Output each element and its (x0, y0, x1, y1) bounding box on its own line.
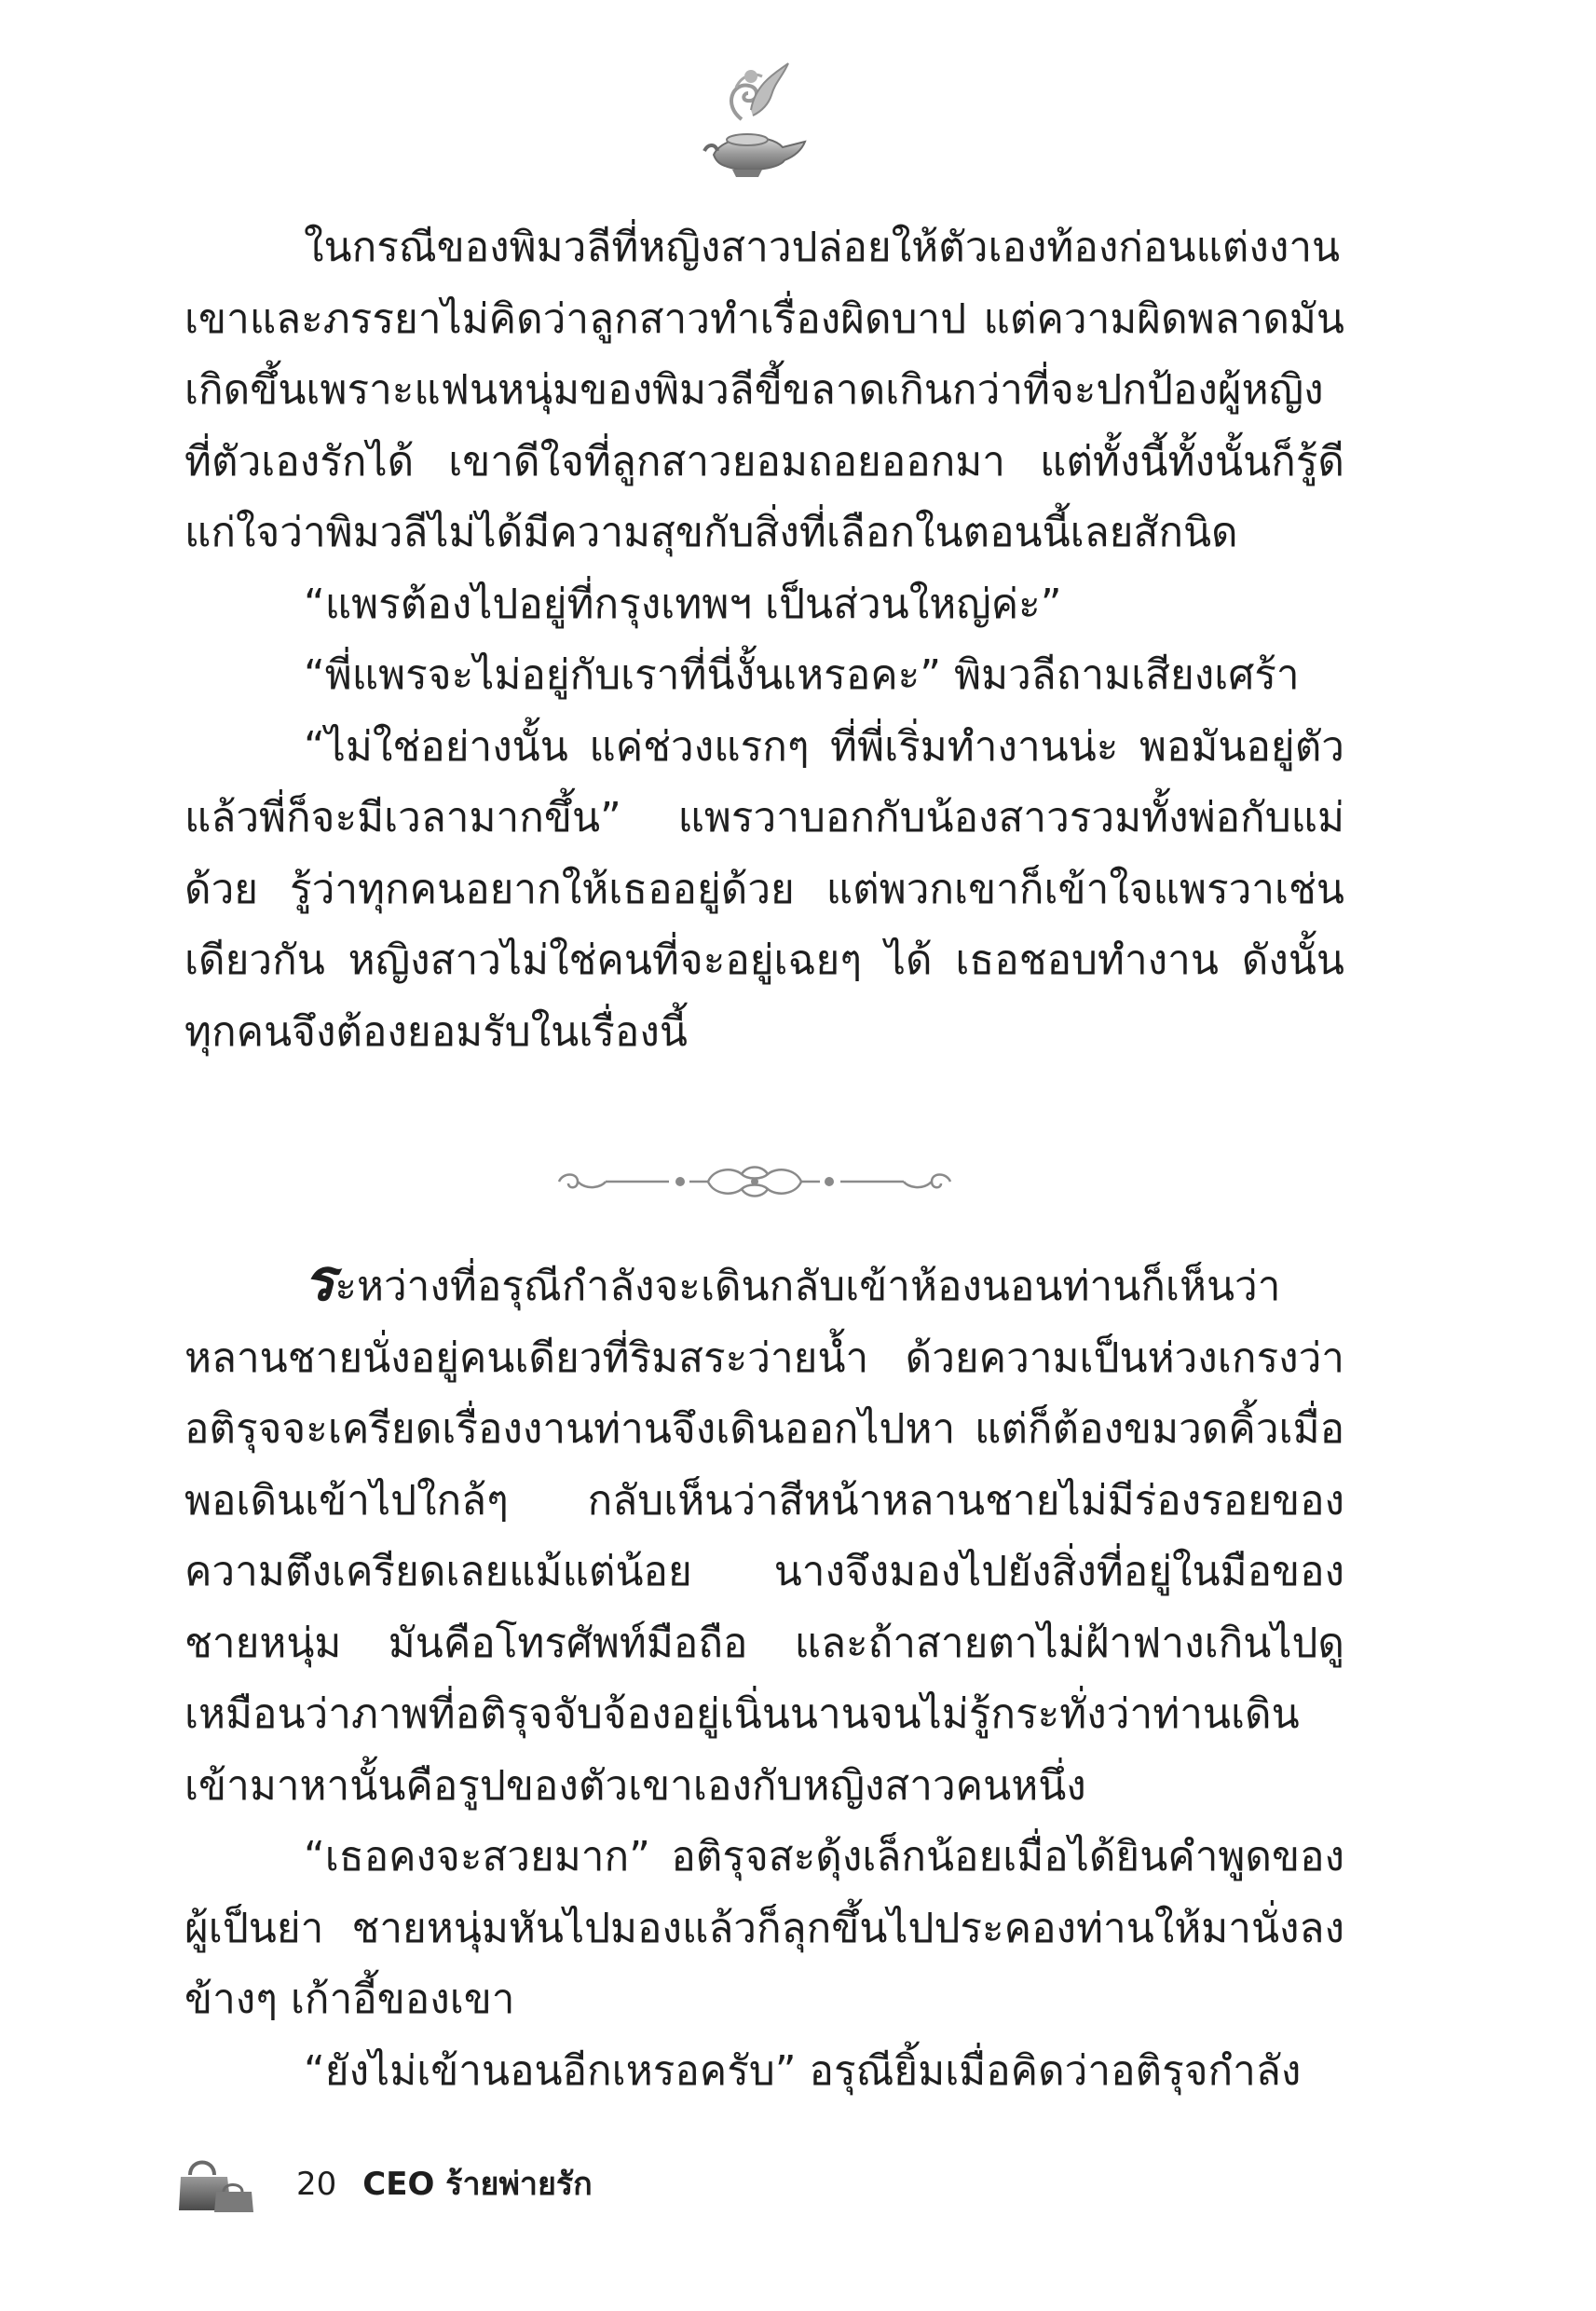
text-section-2 (184, 1246, 1344, 2107)
drop-cap: ร (304, 1246, 335, 1314)
paragraph: “ไม่ใช่อย่างนั้น แค่ช่วงแรกๆ ที่พี่เริ่มทำงานน่ะ พอมันอยู่ตัวแล้วพี่ก็จะมีเวลามากขึ้น” แพรวาบอกกับน้องสาวรวมทั้งพ่อกับแม่ด้วย รู้ว่าทุกคนอยากให้เธออยู่ด้วย แต่พวกเขาก็เข้าใจแพรวาเช่นเดียวกัน หญิงสาวไม่ใช่คนที่จะอยู่เฉยๆ ได้ เธอชอบทำงาน ดังนั้นทุกคนจึงต้องยอมรับในเรื่องนี้ (184, 722, 1344, 1056)
paragraph-with-drop-cap (184, 1246, 1344, 1822)
paragraph: “ยังไม่เข้านอนอีกเหรอครับ” อรุณียิ้มเมื่อคิดว่าอติรุจกำลัง (304, 2046, 1302, 2095)
paragraph: “แพรต้องไปอยู่ที่กรุงเทพฯ เป็นส่วนใหญ่ค่ะ” (304, 580, 1062, 628)
paragraph: ในกรณีของพิมวลีที่หญิงสาวปล่อยให้ตัวเองท้องก่อนแต่งงาน เขาและภรรยาไม่คิดว่าลูกสาวทำเรื่องผิดบาป แต่ความผิดพลาดมันเกิดขึ้นเพราะแฟนหนุ่มของพิมวลีขี้ขลาดเกินกว่าที่จะปกป้องผู้หญิงที่ตัวเองรักได้ เขาดีใจที่ลูกสาวยอมถอยออกมา แต่ทั้งนี้ทั้งนั้นก็รู้ดีแก่ใจว่าพิมวลีไม่ได้มีความสุขกับสิ่งที่เลือกในตอนนี้เลยสักนิด (184, 224, 1344, 556)
paragraph: “เธอคงจะสวยมาก” อติรุจสะดุ้งเล็กน้อยเมื่อได้ยินคำพูดของผู้เป็นย่า ชายหนุ่มหันไปมองแล้วก็ลุกขึ้นไปประคองท่านให้มานั่งลงข้างๆ เก้าอี้ของเขา (184, 1833, 1344, 2023)
page-number: 20 (296, 2166, 337, 2203)
handbags-icon (177, 2149, 261, 2214)
scroll-flourish-divider-icon (550, 1154, 960, 1210)
footer-text (296, 2158, 593, 2208)
paragraph: “พี่แพรจะไม่อยู่กับเราที่นี่งั้นเหรอคะ” พิมวลีถามเสียงเศร้า (304, 651, 1300, 699)
text-section-1 (184, 212, 1344, 1068)
page-footer (177, 2149, 829, 2214)
book-title: CEO ร้ายพ่ายรัก (362, 2166, 593, 2203)
teapot-angel-ornament-icon (686, 54, 825, 194)
paragraph-text: ะหว่างที่อรุณีกำลังจะเดินกลับเข้าห้องนอนท่านก็เห็นว่าหลานชายนั่งอยู่คนเดียวที่ริมสระว่ายน้ำ ด้วยความเป็นห่วงเกรงว่าอติรุจจะเครียดเรื่องงานท่านจึงเดินออกไปหา แต่ก็ต้องขมวดคิ้วเมื่อพอเดินเข้าไปใกล้ๆ กลับเห็นว่าสีหน้าหลานชายไม่มีร่องรอยของความตึงเครียดเลยแม้แต่น้อย นางจึงมองไปยังสิ่งที่อยู่ในมือของชายหนุ่ม มันคือโทรศัพท์มือถือ และถ้าสายตาไม่ฝ้าฟางเกินไปดูเหมือนว่าภาพที่อติรุจจับจ้องอยู่เนิ่นนานจนไม่รู้กระทั่งว่าท่านเดินเข้ามาหานั้นคือรูปของตัวเขาเองกับหญิงสาวคนหนึ่ง (184, 1263, 1344, 1810)
